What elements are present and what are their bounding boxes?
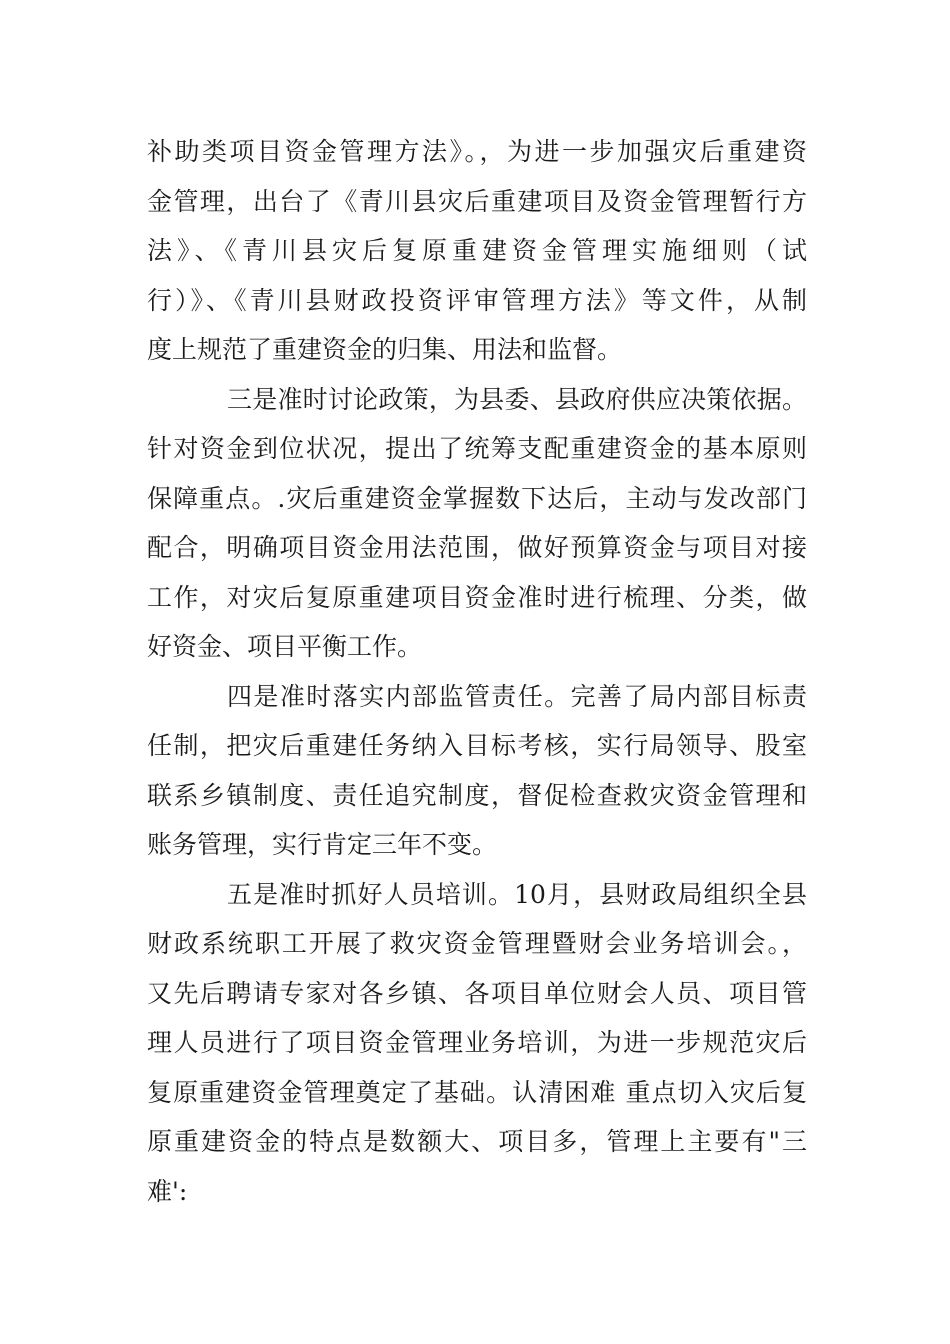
text-line: 针对资金到位状况，提出了统筹支配重建资金的基本原则 <box>147 434 807 463</box>
paragraph-first-line: 四是准时落实内部监管责任。完善了局内部目标责 <box>227 681 807 711</box>
text-line: 行）》、《青川县财政投资评审管理方法》等文件，从制 <box>147 285 807 315</box>
text-line: 法》、《青川县灾后复原重建资金管理实施细则（试 <box>147 236 807 265</box>
text-line: 补助类项目资金管理方法》。，为进一步加强灾后重建资 <box>147 137 807 166</box>
text-line: 度上规范了重建资金的归集、用法和监督。 <box>147 335 623 364</box>
text-line: 财政系统职工开展了救灾资金管理暨财会业务培训会。， <box>147 929 807 958</box>
text-line: 复原重建资金管理奠定了基础。认清困难 重点切入灾后复 <box>147 1077 807 1107</box>
text-line: 理人员进行了项目资金管理业务培训，为进一步规范灾后 <box>147 1028 807 1057</box>
text-line: 好资金、项目平衡工作。 <box>147 632 423 661</box>
text-line: 原重建资金的特点是数额大、项目多，管理上主要有"三 <box>147 1127 807 1156</box>
text-line: 保障重点。.灾后重建资金掌握数下达后，主动与发改部门 <box>147 483 807 513</box>
text-line: 联系乡镇制度、责任追究制度，督促检查救灾资金管理和 <box>147 780 807 810</box>
text-line: 账务管理，实行肯定三年不变。 <box>147 830 498 859</box>
paragraph-first-line: 五是准时抓好人员培训。10月，县财政局组织全县 <box>227 879 807 909</box>
text-line: 金管理，出台了《青川县灾后重建项目及资金管理暂行方 <box>147 186 807 216</box>
text-line: 又先后聘请专家对各乡镇、各项目单位财会人员、项目管 <box>147 978 807 1008</box>
text-line: 任制，把灾后重建任务纳入目标考核，实行局领导、股室 <box>147 731 807 760</box>
text-line: 配合，明确项目资金用法范围，做好预算资金与项目对接 <box>147 533 807 562</box>
text-line: 难': <box>147 1176 188 1206</box>
paragraph-first-line: 三是准时讨论政策，为县委、县政府供应决策依据。 <box>227 384 807 414</box>
document-body <box>147 127 807 1216</box>
text-line: 工作，对灾后复原重建项目资金准时进行梳理、分类，做 <box>147 582 807 612</box>
